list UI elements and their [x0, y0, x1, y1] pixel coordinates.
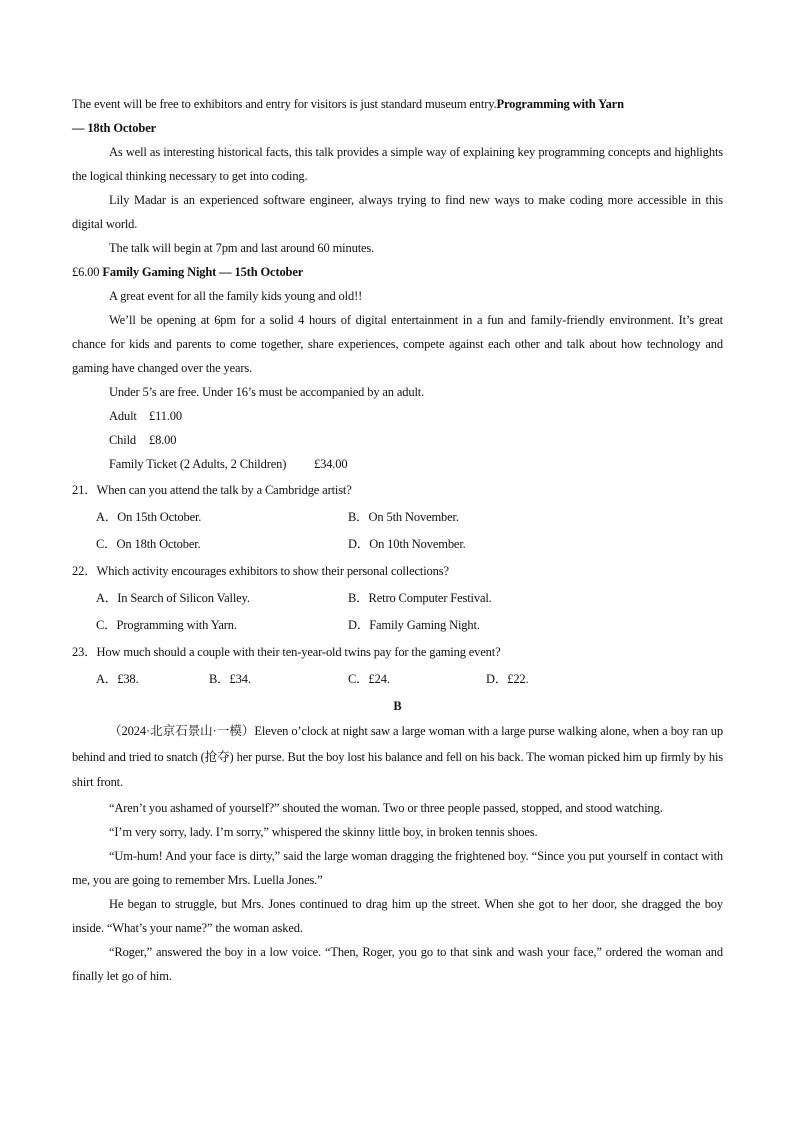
section-b-paragraph-2: “Aren’t you ashamed of yourself?” shouted the woman. Two or three people passed, stopped, and stood watching.: [109, 800, 663, 815]
programming-price: £6.00: [72, 265, 103, 279]
question-21-option-a[interactable]: A．On 15th October.: [96, 510, 202, 524]
ticket-price: £11.00: [149, 409, 183, 423]
programming-date: — 18th October: [72, 121, 156, 135]
question-23-option-a[interactable]: A．£38.: [96, 672, 139, 686]
intro-text: The event will be free to exhibitors and entry for visitors is just standard museum entry.: [72, 97, 497, 111]
programming-paragraph-3: The talk will begin at 7pm and last around 60 minutes.: [109, 241, 375, 255]
question-22-option-b[interactable]: B．Retro Computer Festival.: [348, 591, 492, 605]
programming-paragraph-1: As well as interesting historical facts, this talk provides a simple way of explaining key programming concepts and highlights the logical thinking necessary to get into coding.: [72, 145, 723, 183]
question-21-option-d[interactable]: D．On 10th November.: [348, 537, 466, 551]
ticket-name: Child: [109, 433, 137, 447]
ticket-row-child: [72, 428, 723, 452]
question-22-options-row-1: [72, 585, 723, 612]
question-22-stem: 22．Which activity encourages exhibitors to show their personal collections?: [72, 564, 449, 578]
section-b-paragraph-1: （2024·北京石景山·一模）Eleven o’clock at night saw a large woman with a large purse walking alone, when a boy ran up behind and tried to snatch (抢夺) her purse. But the boy lost his balance and fell on his back. The woman picked him up firmly by his shirt front.: [72, 724, 723, 789]
question-22-options-row-2: [72, 612, 723, 639]
intro-paragraph: [72, 92, 723, 116]
question-21-options-row-2: [72, 531, 723, 558]
gaming-heading-line: [72, 260, 723, 284]
question-22-option-d[interactable]: D．Family Gaming Night.: [348, 618, 480, 632]
section-b-paragraph-4: “Um-hum! And your face is dirty,” said the large woman dragging the frightened boy. “Since you put yourself in contact with me, you are going to remember Mrs. Luella Jones.”: [72, 848, 723, 887]
question-21-option-c[interactable]: C．On 18th October.: [96, 537, 201, 551]
ticket-row-family: [72, 452, 723, 476]
section-b-paragraph-3: “I’m very sorry, lady. I’m sorry,” whispered the skinny little boy, in broken tennis shoes.: [109, 824, 538, 839]
programming-title: Programming with Yarn: [496, 97, 624, 111]
question-23-option-d[interactable]: D．£22.: [486, 672, 529, 686]
gaming-paragraph-1: A great event for all the family kids young and old!!: [109, 289, 363, 303]
document-page: [72, 92, 723, 988]
ticket-price: £34.00: [314, 457, 348, 471]
question-23-option-b[interactable]: B．£34.: [209, 672, 251, 686]
ticket-row-adult: [72, 404, 723, 428]
question-21-option-b[interactable]: B．On 5th November.: [348, 510, 459, 524]
question-22-option-a[interactable]: A．In Search of Silicon Valley.: [96, 591, 250, 605]
question-21-options-row-1: [72, 504, 723, 531]
ticket-price: £8.00: [149, 433, 177, 447]
question-21-stem: 21．When can you attend the talk by a Cambridge artist?: [72, 483, 352, 497]
section-b-paragraph-5: He began to struggle, but Mrs. Jones continued to drag him up the street. When she got to her door, she dragged the boy inside. “What’s your name?” the woman asked.: [72, 896, 723, 935]
gaming-paragraph-2: We’ll be opening at 6pm for a solid 4 hours of digital entertainment in a fun and family-friendly environment. It’s great chance for kids and parents to come together, share experiences, compete against each other and talk about how technology and gaming have changed over the years.: [72, 313, 723, 375]
ticket-name: Adult: [109, 409, 137, 423]
question-23-options-row: [72, 666, 723, 693]
question-23-stem: 23．How much should a couple with their ten-year-old twins pay for the gaming event?: [72, 645, 501, 659]
question-23-option-c[interactable]: C．£24.: [348, 672, 390, 686]
question-22-option-c[interactable]: C．Programming with Yarn.: [96, 618, 237, 632]
section-b-paragraph-6: “Roger,” answered the boy in a low voice. “Then, Roger, you go to that sink and wash your face,” ordered the woman and finally let go of him.: [72, 944, 723, 983]
ticket-name: Family Ticket (2 Adults, 2 Children): [109, 457, 287, 471]
gaming-title: Family Gaming Night — 15th October: [102, 265, 304, 279]
gaming-paragraph-3: Under 5’s are free. Under 16’s must be accompanied by an adult.: [109, 385, 425, 399]
section-b-heading: B: [393, 699, 402, 713]
programming-paragraph-2: Lily Madar is an experienced software engineer, always trying to find new ways to make coding more accessible in this digital world.: [72, 193, 723, 231]
